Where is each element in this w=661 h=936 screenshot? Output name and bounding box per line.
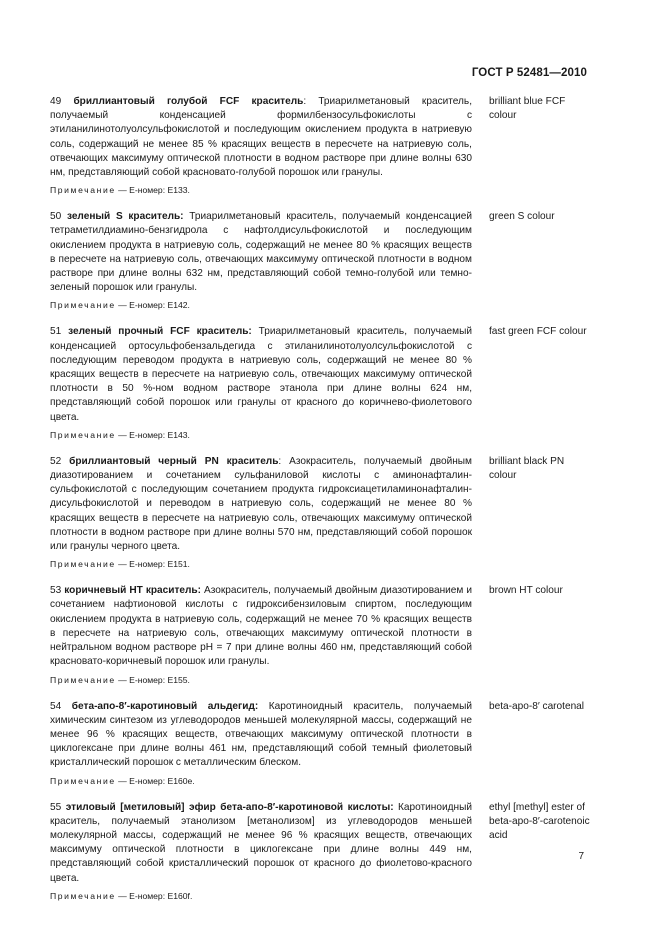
note-separator: — xyxy=(115,429,130,440)
note-label: Примечание xyxy=(50,674,116,685)
english-equivalent: fast green FCF colour xyxy=(489,326,587,338)
note-text: Е-номер: Е155. xyxy=(129,674,190,685)
term-definition xyxy=(50,325,472,424)
term-number: 55 xyxy=(50,801,62,813)
term-definition xyxy=(50,584,472,669)
definition-text: : Триарилметановый краситель, получаемый конденсацией формилбензосульфокислоты с этиланилинотолуолсульфокислотой и последующим окислением продукта в натриевую соль, содержащий не менее 85 % красящих веществ в пересчете на натриевую соль, отвечающих максимуму оптической плотности в водном растворе при длине волны 630 нм, представляющий собой красновато-голубой порошок или гранулы. xyxy=(50,96,472,179)
note-label: Примечание xyxy=(50,559,116,570)
english-equivalent: brilliant blue FCF colour xyxy=(489,96,566,122)
term-number: 53 xyxy=(50,585,62,597)
note-text: Е-номер: Е160е. xyxy=(129,775,195,786)
term-title: коричневый HT краситель: xyxy=(64,585,202,597)
english-equivalent: green S colour xyxy=(489,211,555,223)
term-definition xyxy=(50,95,472,180)
definition-text: Каротиноидный краситель, получаемый этанолизом [метанолизом] из углеводородов меньшей молекулярной массы, содержащий не менее 96 % красящих веществ, отвечающих максимуму оптической плотности в циклогексане при длине волны 449 нм, представляющий собой кристаллический порошок от красного до фиолетово-красного цвета. xyxy=(50,801,472,884)
english-equivalent: brown HT colour xyxy=(489,585,563,597)
term-definition xyxy=(50,700,472,771)
term-definition xyxy=(50,455,472,554)
definition-text: Триарилметановый краситель, получаемый конденсацией ортосульфобензальдегида с этиланилинотолуолсульфокислотой с последующим переводом продукта в натриевую соль, содержащий не менее 80 % красящих веществ в пересчете на натриевую соль, отвечающих максимуму оптической плотности в 50 %-ном водном растворе этанола при длине волны 624 нм, представляющий собой порошок или гранулы от красного до коричнево-фиолетового цвета. xyxy=(50,326,472,423)
note xyxy=(50,184,472,196)
note-text: Е-номер: Е151. xyxy=(129,559,190,570)
english-equivalent: beta-apo-8′ carotenal xyxy=(489,700,585,712)
term-title: бриллиантовый голубой FCF краситель xyxy=(73,96,304,107)
term-entry-49 xyxy=(50,95,590,196)
note-label: Примечание xyxy=(50,300,116,311)
term-entry-50 xyxy=(50,210,590,311)
note-separator: — xyxy=(115,674,130,685)
note xyxy=(50,429,472,441)
note xyxy=(50,674,472,686)
english-equivalent: ethyl [methyl] ester of beta-apo-8′-carotenoic acid xyxy=(489,801,590,841)
terms-list xyxy=(50,95,590,916)
note-separator: — xyxy=(115,775,130,786)
term-number: 49 xyxy=(50,96,62,107)
note xyxy=(50,299,472,311)
term-title: зеленый прочный FCF краситель: xyxy=(68,326,252,338)
definition-text: : Азокраситель, получаемый двойным диазотированием и сочетанием сульфаниловой кислоты с аминонафталин-сульфокислотой с последующим сочетанием продукта гидроксиацетиламинонафталин-дисульфокислотой и переводом в натриевую соль, содержащий не менее 80 % красящих веществ в пересчете на натриевую соль, отвечающих максимуму оптической плотности в водном растворе при длине волны 570 нм, представляющий собой порошок или гранулы черного цвета. xyxy=(50,455,472,553)
term-title: бриллиантовый черный PN краситель xyxy=(69,455,279,467)
term-title: этиловый [метиловый] эфир бета-апо-8′-каротиновой кислоты: xyxy=(65,801,394,813)
term-definition xyxy=(50,801,472,886)
note-label: Примечание xyxy=(50,775,116,786)
term-entry-55 xyxy=(50,801,590,902)
definition-text: Триарилметановый краситель, получаемый конденсацией тетраметилдиамино-бензгидрола с нафтолдисульфокислотой и последующим окислением продукта в натриевую соль, содержащий не менее 80 % красящих веществ в пересчете на натриевую соль, отвечающих максимуму оптической плотности в водном растворе при длине волны 632 нм, представляющий собой темно-голубой или темно-зеленый порошок или гранулы. xyxy=(50,211,472,294)
note-separator: — xyxy=(115,559,130,570)
note-separator: — xyxy=(115,185,130,196)
note-label: Примечание xyxy=(50,185,116,196)
term-entry-51 xyxy=(50,325,590,440)
term-title: бета-апо-8′-каротиновый альдегид: xyxy=(71,700,259,712)
term-entry-54 xyxy=(50,700,590,787)
definition-text: Азокраситель, получаемый двойным диазотированием и сочетанием нафтионовой кислоты с гидроксибензиловым спиртом, последующим окислением продукта в натриевую соль, содержащий не менее 70 % красящих веществ в пересчете на натриевую соль, отвечающих максимуму оптической плотности в нейтральном водном растворе pH = 7 при длине волны 460 нм, представляющий собой красновато-коричневый порошок или гранулы. xyxy=(50,585,473,668)
term-number: 51 xyxy=(50,326,62,338)
note-text: Е-номер: Е143. xyxy=(129,429,190,440)
page-number: 7 xyxy=(578,851,584,862)
term-entry-52 xyxy=(50,455,590,570)
english-equivalent: brilliant black PN colour xyxy=(489,455,565,482)
note-text: Е-номер: Е133. xyxy=(129,185,190,196)
note-separator: — xyxy=(115,300,130,311)
note xyxy=(50,775,472,787)
note-separator: — xyxy=(115,890,130,901)
note-text: Е-номер: Е142. xyxy=(129,300,190,311)
note-label: Примечание xyxy=(50,890,116,901)
term-number: 50 xyxy=(50,211,62,223)
note-label: Примечание xyxy=(50,429,116,440)
note xyxy=(50,890,472,902)
note-text: Е-номер: Е160f. xyxy=(129,890,193,901)
term-definition xyxy=(50,210,472,295)
term-title: зеленый S краситель: xyxy=(66,211,184,223)
note xyxy=(50,558,472,570)
definition-text: Каротиноидный краситель, получаемый химическим синтезом из углеводородов меньшей молекулярной массы, содержащий не менее 96 % красящих веществ, отвечающих максимуму оптической плотности в циклогексане при длине волны 461 нм, представляющий собой темный фиолетовый кристаллический порошок с металлическим блеском. xyxy=(50,700,473,769)
term-number: 54 xyxy=(50,700,62,712)
document-header: ГОСТ Р 52481—2010 xyxy=(471,67,587,79)
term-entry-53 xyxy=(50,584,590,685)
term-number: 52 xyxy=(50,455,62,467)
